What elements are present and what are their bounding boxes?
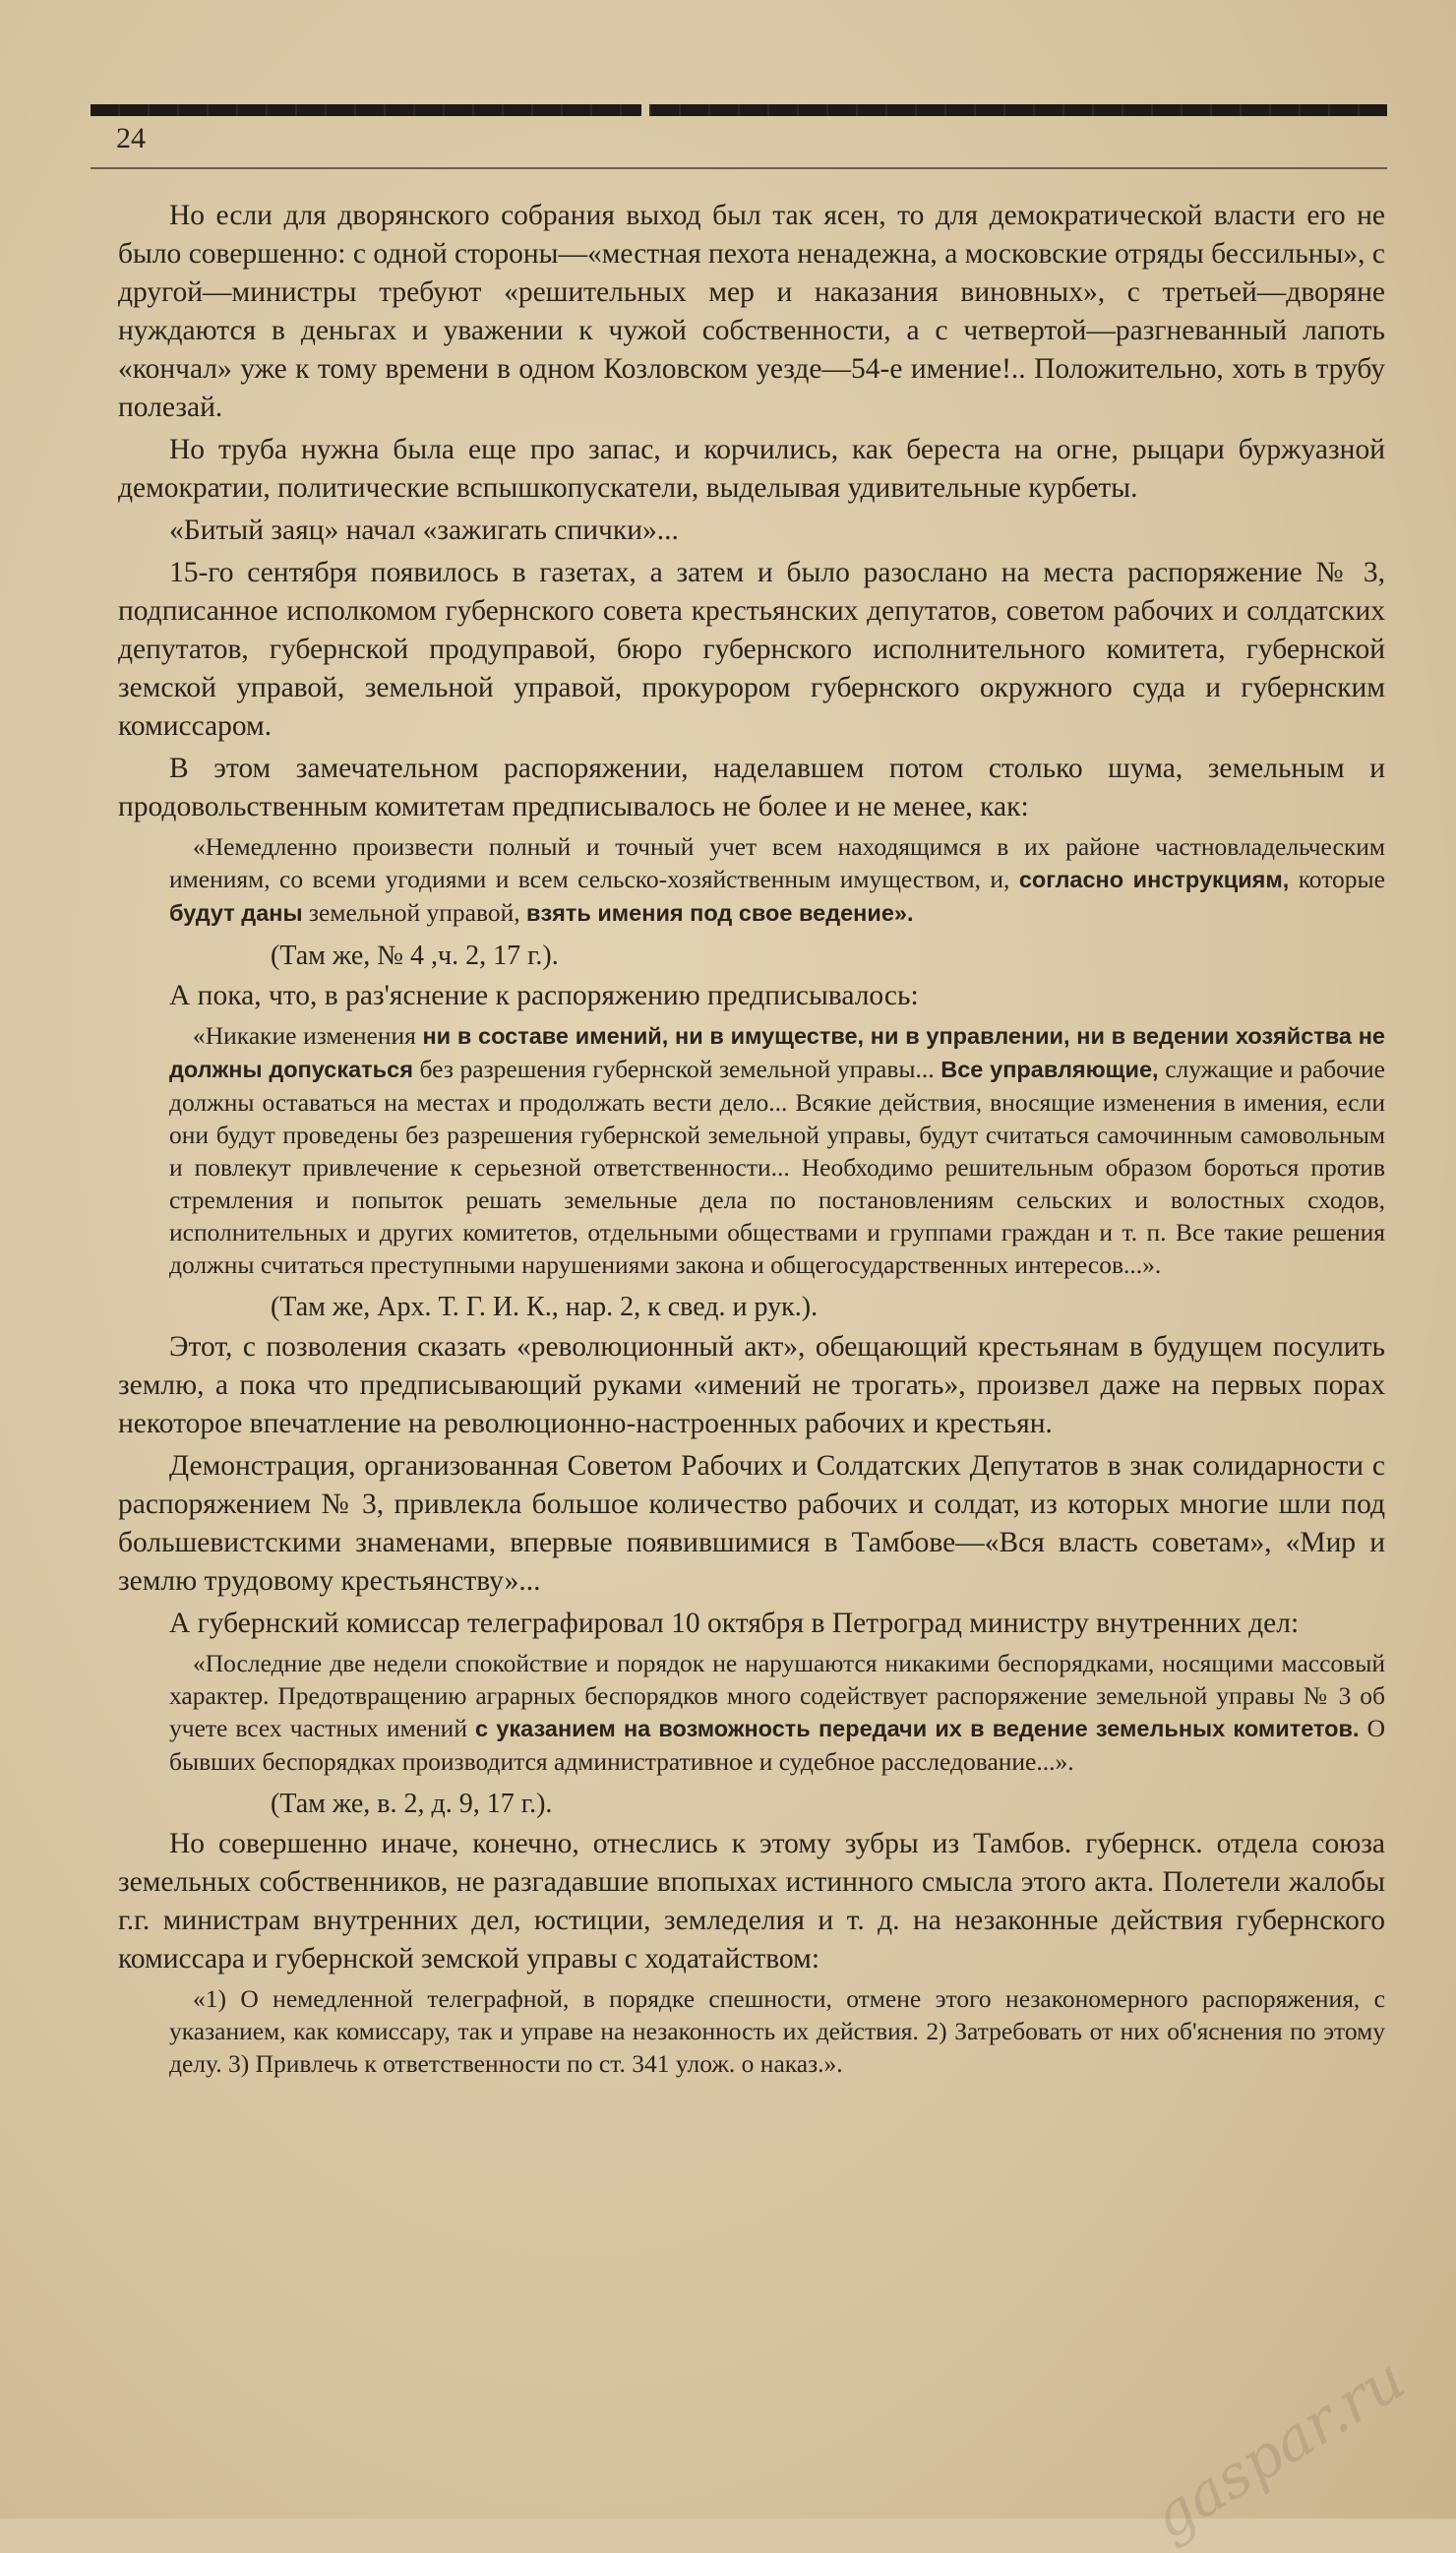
quote-emphasis: ни в составе имений, ни в имуществе, ни в управлении, ни в ведении хозяйства не должны допускаться — [169, 1023, 1385, 1082]
quotation — [118, 1647, 1385, 1778]
quote-emphasis: согласно инструкциям, — [1018, 867, 1290, 892]
quote-text: земельной управой, — [302, 898, 527, 927]
source-reference: (Там же, Арх. Т. Г. И. К., нар. 2, к свед. и рук.). — [271, 1292, 819, 1322]
page-number: 24 — [116, 122, 146, 154]
quote-text: «Никакие изменения — [193, 1021, 423, 1050]
paragraph: А губернский комиссар телеграфировал 10 октября в Петроград министру внутренних дел: — [169, 1608, 1300, 1639]
quote-text: «Немедленно произвести полный и точный учет всем находящимся в их районе частновладельческим имениям, со всеми угодиями и всем сельско-хозяйственным имуществом, и, — [169, 832, 1385, 893]
header-rule — [91, 104, 1387, 116]
quotation — [118, 830, 1385, 930]
text-body — [118, 197, 1385, 2086]
quotation — [118, 1019, 1385, 1281]
header-underline — [91, 167, 1387, 169]
paragraph: Демонстрация, организованная Советом Рабочих и Солдатских Депутатов в знак солидарности с распоряжением № 3, привлекла большое количество рабочих и солдат, из которых многие шли под большевистскими знаменами, впервые появившимися в Тамбове—«Вся власть советам», «Мир и землю трудовому крестьянству»... — [118, 1450, 1385, 1597]
watermark: gaspar.ru — [1140, 2344, 1418, 2553]
quote-text: О бывших беспорядках производится административное и судебное расследование...». — [169, 1714, 1385, 1776]
paragraph: Но совершенно иначе, конечно, отнеслись к этому зубры из Тамбов. губернск. отдела союза земельных собственников, не разгадавшие впопыхах истинного смысла этого акта. Полетели жалобы г.г. министрам внутренних дел, юстиции, земледелия и т. д. на незаконные действия губернского комиссара и губернской земской управы с ходатайством: — [118, 1828, 1385, 1975]
quotation: «1) О немедленной телеграфной, в порядке спешности, отмене этого незакономерного распоряжения, с указанием, как комиссару, так и управе на незаконность их действия. 2) Затребовать от них об'яснения по этому делу. 3) Привлечь к ответственности по ст. 341 улож. о наказ.». — [169, 1984, 1385, 2078]
quote-emphasis: с указанием на возможность передачи их в ведение земельных комитетов. — [475, 1716, 1360, 1741]
paragraph: Этот, с позволения сказать «революционный акт», обещающий крестьянам в будущем посулить землю, а пока что предписывающий руками «имений не трогать», произвел даже на первых порах некоторое впечатление на революционно-настроенных рабочих и крестьян. — [118, 1331, 1385, 1439]
quote-text: служащие и рабочие должны оставаться на местах и продолжать вести дело... Всякие действия, вносящие изменения в имения, если они будут проведены без разрешения губернской земельной управы, будут считаться самочинным самовольным и повлекут привлечение к серьезной ответственности... Необходимо решительным образом бороться против стремления и попыток решать земельные дела по постановлениям сельских и волостных сходов, исполнительных и других комитетов, отдельными обществами и группами граждан и т. п. Все такие решения должны считаться преступными нарушениями закона и общегосударственных интересов...». — [169, 1055, 1386, 1279]
quote-text: без разрешения губернской земельной управы... — [412, 1055, 941, 1083]
paragraph: В этом замечательном распоряжении, наделавшем потом столько шума, земельным и продовольственным комитетам предписывалось не более и не менее, как: — [118, 753, 1385, 822]
quote-emphasis: Все управляющие, — [940, 1057, 1159, 1082]
paragraph: Но труба нужна была еще про запас, и корчились, как береста на огне, рыцари буржуазной демократии, политические вспышкопускатели, выделывая удивительные курбеты. — [118, 434, 1385, 504]
paragraph: А пока, что, в раз'яснение к распоряжению предписывалось: — [169, 980, 919, 1011]
quote-text: «Последние две недели спокойствие и порядок не нарушаются никакими беспорядками, носящими массовый характер. Предотвращению аграрных беспорядков много содействует распоряжение земельной управы № 3 об учете всех частных имений — [169, 1649, 1385, 1742]
quote-text: которые — [1289, 865, 1385, 893]
quote-emphasis: будут даны — [169, 900, 303, 926]
source-reference: (Там же, № 4 ,ч. 2, 17 г.). — [271, 941, 559, 971]
paragraph: Но если для дворянского собрания выход был так ясен, то для демократической власти его не было совершенно: с одной стороны—«местная пехота ненадежна, а московские отряды бессильны», с другой—министры требуют «решительных мер и наказания виновных», с третьей—дворяне нуждаются в деньгах и уважении к чужой собственности, а с четвертой—разгневанный лапоть «кончал» уже к тому времени в одном Козловском уезде—54-е имение!.. Положительно, хоть в трубу полезай. — [118, 200, 1385, 423]
source-reference: (Там же, в. 2, д. 9, 17 г.). — [271, 1789, 553, 1819]
paragraph: 15-го сентября появилось в газетах, а затем и было разослано на места распоряжение № 3, подписанное исполкомом губернского совета крестьянских депутатов, советом рабочих и солдатских депутатов, губернской продуправой, бюро губернского исполнительного комитета, губернской земской управой, земельной управой, прокурором губернского окружного суда и губернским комиссаром. — [118, 557, 1385, 742]
quote-emphasis: взять имения под свое ведение». — [526, 900, 914, 926]
paragraph: «Битый заяц» начал «зажигать спички»... — [169, 515, 679, 546]
